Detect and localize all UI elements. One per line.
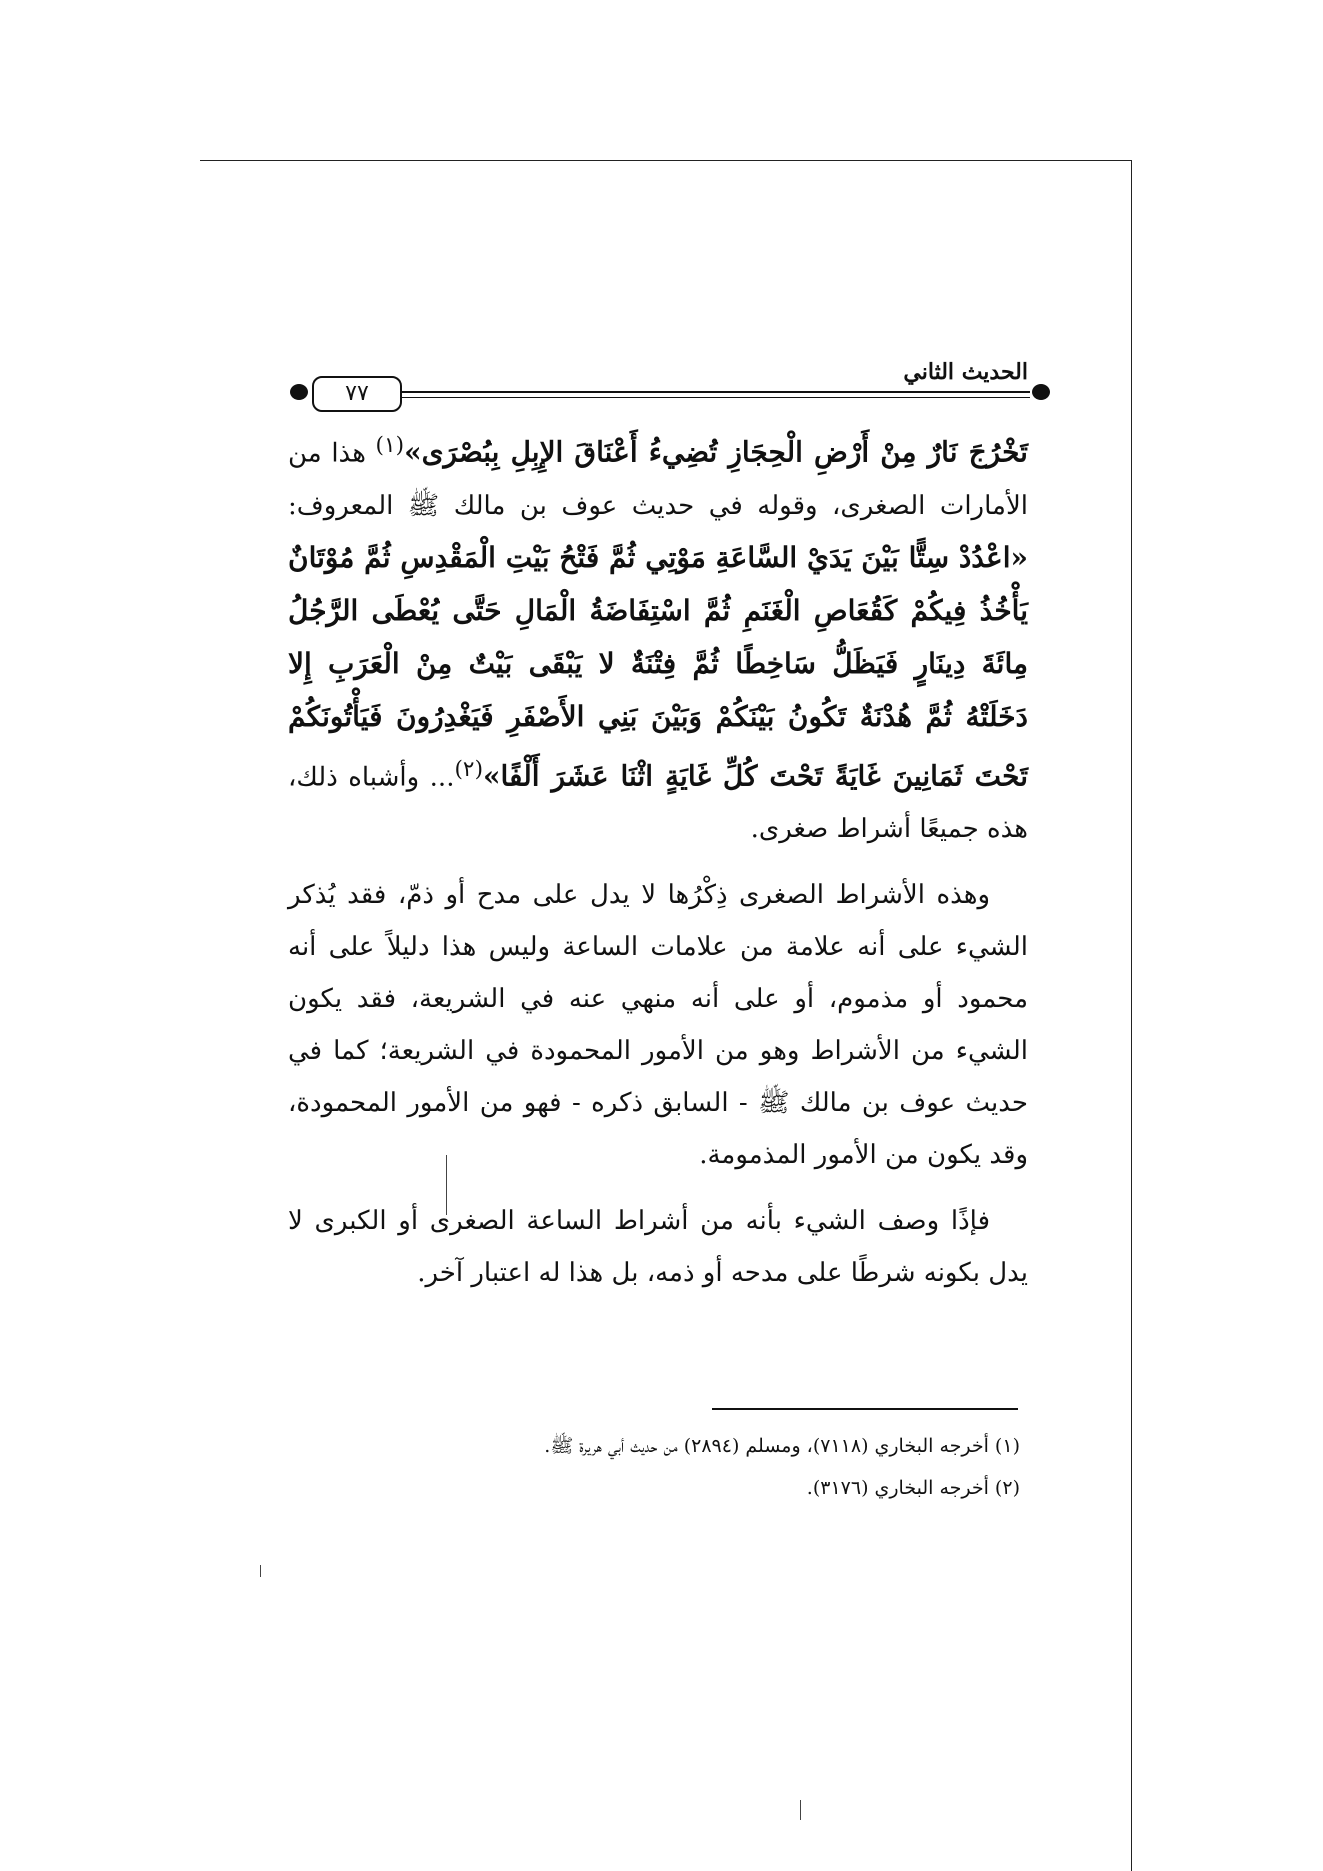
header-rule	[330, 391, 1030, 393]
hadith-quote: «اعْدُدْ سِتًّا بَيْنَ يَدَيْ السَّاعَةِ مَوْتِي ثُمَّ فَتْحُ بَيْتِ الْمَقْدِسِ ثُمَّ مُوْتَانٌ يَأْخُذُ فِيكُمْ كَقُعَاصِ الْغَنَمِ ثُمَّ اسْتِفَاضَةُ الْمَالِ حَتَّى يُعْطَى الرَّجُلُ مِائَةَ دِينَارٍ فَيَظَلُّ سَاخِطًا ثُمَّ فِتْنَةٌ لا يَبْقَى بَيْتٌ مِنْ الْعَرَبِ إِلا دَخَلَتْهُ ثُمَّ هُدْنَةٌ تَكُونُ بَيْنَكُمْ وَبَيْنَ بَنِي الأَصْفَرِ فَيَغْدِرُونَ فَيَأْتُونَكُمْ تَحْتَ ثَمَانِينَ غَايَةً تَحْتَ كُلِّ غَايَةٍ اثْنَا عَشَرَ أَلْفًا»	[288, 540, 1028, 793]
footnotes	[330, 1425, 1020, 1509]
paragraph-2: وهذه الأشراط الصغرى ذِكْرُها لا يدل على مدح أو ذمّ، فقد يُذكر الشيء على أنه علامة من علامات الساعة وليس هذا دليلاً على أنه محمود أو مذموم، أو على أنه منهي عنه في الشريعة، فقد يكون الشيء من الأشراط وهو من الأمور المحمودة في الشريعة؛ كما في حديث عوف بن مالك ﷺ - السابق ذكره - فهو من الأمور المحمودة، وقد يكون من الأمور المذمومة.	[288, 880, 1028, 1171]
paragraph-3: فإذًا وصف الشيء بأنه من أشراط الساعة الصغرى أو الكبرى لا يدل بكونه شرطًا على مدحه أو ذمه، بل هذا له اعتبار آخر.	[288, 1206, 1028, 1289]
footnote-separator	[712, 1408, 1018, 1410]
paragraph-text: ... وأشباه ذلك، هذه جميعًا أشراط صغرى.	[288, 762, 1028, 845]
hadith-quote: تَخْرُجَ نَارٌ مِنْ أَرْضِ الْحِجَازِ تُضِيءُ أَعْنَاقَ الإِبِلِ بِبُصْرَى»	[404, 435, 1028, 469]
ornament-dot-left	[290, 384, 308, 400]
scan-speck	[800, 1800, 801, 1820]
paragraph-1	[288, 420, 1028, 855]
footnote-1: (١) أخرجه البخاري (٧١١٨)، ومسلم (٢٨٩٤) من حديث أبي هريرة ﷺ.	[544, 1435, 1020, 1457]
paragraph-text: هذا من الأمارات الصغرى، وقوله في حديث عوف بن مالك ﷺ المعروف:	[288, 438, 1028, 521]
footnote-ref: (١)	[375, 433, 405, 458]
section-title: الحديث الثاني	[903, 359, 1028, 385]
page-number: ٧٧	[312, 376, 402, 412]
header-rule-thin	[402, 397, 1030, 398]
footnote-ref: (٢)	[454, 756, 484, 782]
footnote-2: (٢) أخرجه البخاري (٣١٧٦).	[806, 1477, 1020, 1499]
page-header	[290, 359, 1050, 415]
ornament-dot-right	[1032, 384, 1050, 400]
crop-line-top	[200, 160, 1132, 161]
main-text	[288, 420, 1028, 1299]
crop-line-right	[1131, 160, 1132, 1871]
scan-speck	[260, 1565, 261, 1577]
